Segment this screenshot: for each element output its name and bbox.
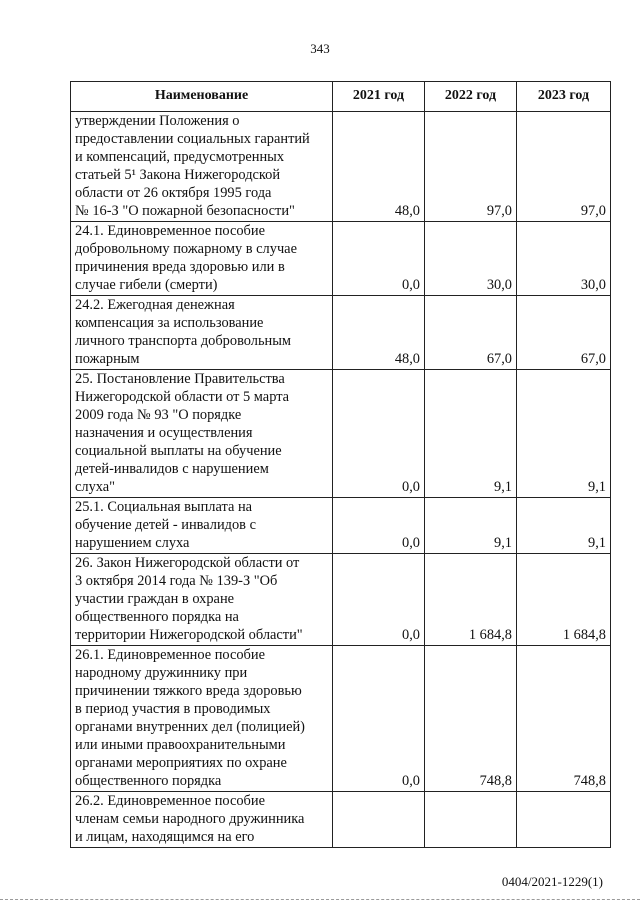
row-name: 26. Закон Нижегородской области от 3 октября 2014 года № 139-З "Об участии граждан в охране общественного порядка на территории Нижегородской области" [71,554,333,646]
table-row [71,554,611,646]
scan-edge-marks [0,899,640,901]
row-value-2022: 30,0 [425,222,517,296]
row-name: 24.2. Ежегодная денежная компенсация за использование личного транспорта добровольным пожарным [71,296,333,370]
row-value-2022: 748,8 [425,646,517,792]
row-name: 26.2. Единовременное пособие членам семьи народного дружинника и лицам, находящимся на его [71,792,333,848]
row-value-2021: 0,0 [333,646,425,792]
table-header-row [71,82,611,112]
row-name: 24.1. Единовременное пособие добровольному пожарному в случае причинения вреда здоровью или в случае гибели (смерти) [71,222,333,296]
row-value-2023: 1 684,8 [517,554,611,646]
table-row [71,646,611,792]
row-value-2021: 0,0 [333,222,425,296]
header-2022: 2022 год [425,82,517,112]
row-value-2022: 1 684,8 [425,554,517,646]
row-name: 26.1. Единовременное пособие народному дружиннику при причинении тяжкого вреда здоровью в период участия в проводимых органами внутренних дел (полицией) или иными правоохранительными органами мероприятиях по охране общественного порядка [71,646,333,792]
table-row [71,498,611,554]
table-row [71,222,611,296]
row-name: 25.1. Социальная выплата на обучение детей - инвалидов с нарушением слуха [71,498,333,554]
row-value-2022: 9,1 [425,498,517,554]
row-value-2022: 9,1 [425,370,517,498]
row-value-2022 [425,792,517,848]
row-value-2021: 0,0 [333,498,425,554]
row-value-2023 [517,792,611,848]
table-row [71,296,611,370]
row-value-2023: 67,0 [517,296,611,370]
row-value-2023: 30,0 [517,222,611,296]
table-row [71,112,611,222]
row-value-2021: 0,0 [333,554,425,646]
row-value-2022: 67,0 [425,296,517,370]
row-value-2021: 48,0 [333,296,425,370]
row-value-2023: 97,0 [517,112,611,222]
row-value-2023: 748,8 [517,646,611,792]
row-value-2021: 0,0 [333,370,425,498]
row-value-2023: 9,1 [517,498,611,554]
document-code: 0404/2021-1229(1) [501,874,603,889]
page-number: 343 [310,41,330,56]
row-name: утверждении Положения о предоставлении социальных гарантий и компенсаций, предусмотренных статьей 5¹ Закона Нижегородской области от 26 октября 1995 года № 16-З "О пожарной безопасности" [71,112,333,222]
row-value-2021 [333,792,425,848]
header-name: Наименование [71,82,333,112]
row-value-2021: 48,0 [333,112,425,222]
row-value-2022: 97,0 [425,112,517,222]
header-2021: 2021 год [333,82,425,112]
budget-table [70,81,611,848]
row-value-2023: 9,1 [517,370,611,498]
table-row [71,370,611,498]
table-row [71,792,611,848]
row-name: 25. Постановление Правительства Нижегородской области от 5 марта 2009 года № 93 "О порядке назначения и осуществления социальной выплаты на обучение детей-инвалидов с нарушением слуха" [71,370,333,498]
header-2023: 2023 год [517,82,611,112]
